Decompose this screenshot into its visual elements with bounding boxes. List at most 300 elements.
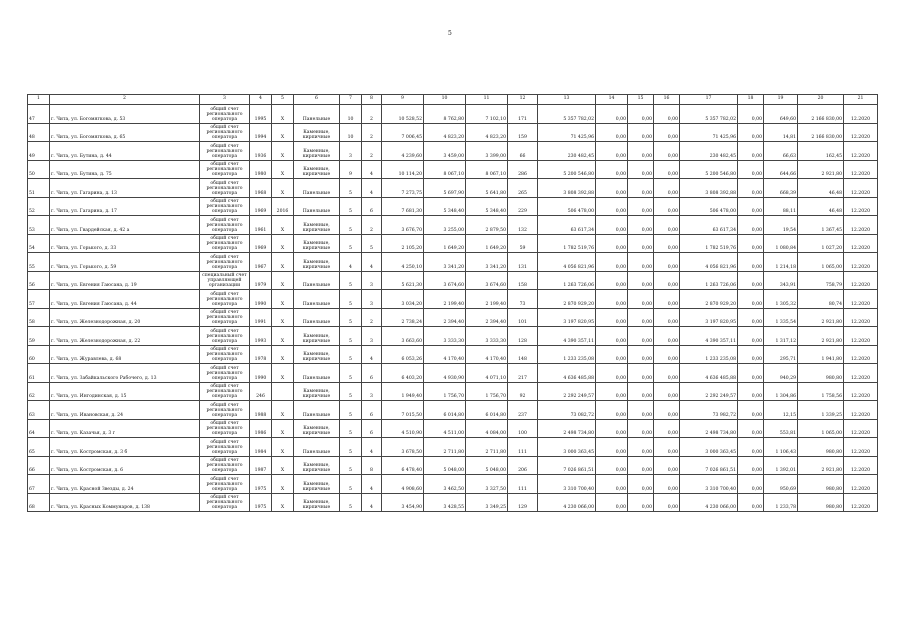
table-cell-col-8: 8 — [362, 456, 382, 475]
table-cell-col-10: 4 823,20 — [424, 123, 466, 142]
table-cell-col-16: 0,00 — [654, 456, 680, 475]
table-cell-col-15: 0,00 — [628, 253, 654, 272]
table-cell-col-18: 0,00 — [738, 493, 764, 512]
table-cell-col-9: 7 681,30 — [382, 197, 424, 216]
table-cell-col-10: 3 462,50 — [424, 475, 466, 494]
table-cell-col-17: 3 000 363,45 — [680, 438, 738, 457]
table-cell-col-13: 3 808 392,88 — [538, 179, 596, 198]
table-cell-col-16: 0,00 — [654, 419, 680, 438]
table-cell-col-14: 0,00 — [596, 475, 628, 494]
table-cell-col-6: Панельные — [294, 197, 340, 216]
table-cell-col-6: Каменные, кирпичные — [294, 456, 340, 475]
table-cell-col-4: 1969 — [250, 197, 272, 216]
column-number-9: 9 — [382, 95, 424, 105]
table-cell-col-21: 12.2020 — [844, 493, 878, 512]
table-cell-col-15: 0,00 — [628, 364, 654, 383]
table-cell-col-11: 3 333,30 — [466, 327, 508, 346]
table-cell-col-14: 0,00 — [596, 179, 628, 198]
table-cell-col-1: 59 — [28, 327, 50, 346]
table-row — [28, 438, 878, 457]
table-cell-col-11: 3 327,50 — [466, 475, 508, 494]
table-cell-col-13: 4 056 821,96 — [538, 253, 596, 272]
table-cell-col-9: 4 510,90 — [382, 419, 424, 438]
table-cell-col-9: 4 250,10 — [382, 253, 424, 272]
table-cell-col-20: 1 339,25 — [798, 401, 844, 420]
column-number-1: 1 — [28, 95, 50, 105]
table-cell-col-2: г. Чита, ул. Бутина, д. 75 — [50, 160, 200, 179]
table-cell-col-21: 12.2020 — [844, 345, 878, 364]
table-cell-col-11: 4 823,20 — [466, 123, 508, 142]
table-cell-col-12: 59 — [508, 234, 538, 253]
table-cell-col-13: 1 233 235,08 — [538, 345, 596, 364]
table-cell-col-3: общий счет регионального оператора — [200, 345, 250, 364]
table-cell-col-13: 5 357 782,02 — [538, 105, 596, 124]
table-cell-col-20: 46,48 — [798, 179, 844, 198]
table-cell-col-1: 52 — [28, 197, 50, 216]
table-cell-col-13: 3 197 820,95 — [538, 308, 596, 327]
table-cell-col-11: 5 348,40 — [466, 197, 508, 216]
table-cell-col-3: общий счет регионального оператора — [200, 419, 250, 438]
table-cell-col-12: 73 — [508, 290, 538, 309]
table-cell-col-12: 131 — [508, 253, 538, 272]
table-cell-col-18: 0,00 — [738, 160, 764, 179]
table-cell-col-14: 0,00 — [596, 364, 628, 383]
table-cell-col-14: 0,00 — [596, 345, 628, 364]
table-cell-col-17: 1 233 235,08 — [680, 345, 738, 364]
table-cell-col-5 — [272, 382, 294, 401]
table-cell-col-18: 0,00 — [738, 345, 764, 364]
page-number: 5 — [448, 30, 452, 37]
table-cell-col-10: 5 697,90 — [424, 179, 466, 198]
table-cell-col-2: г. Чита, ул. Ингодинская, д. 15 — [50, 382, 200, 401]
table-cell-col-18: 0,00 — [738, 419, 764, 438]
table-cell-col-15: 0,00 — [628, 123, 654, 142]
table-cell-col-15: 0,00 — [628, 345, 654, 364]
table-cell-col-19: 12,15 — [764, 401, 798, 420]
table-cell-col-17: 4 390 357,11 — [680, 327, 738, 346]
table-cell-col-20: 1 758,56 — [798, 382, 844, 401]
table-cell-col-11: 7 102,10 — [466, 105, 508, 124]
table-cell-col-5: Х — [272, 475, 294, 494]
table-row — [28, 197, 878, 216]
table-cell-col-10: 2 199,40 — [424, 290, 466, 309]
column-number-6: 6 — [294, 95, 340, 105]
table-cell-col-14: 0,00 — [596, 382, 628, 401]
table-cell-col-14: 0,00 — [596, 160, 628, 179]
table-cell-col-6: Панельные — [294, 364, 340, 383]
table-cell-col-7: 5 — [340, 271, 362, 290]
table-row — [28, 271, 878, 290]
table-cell-col-18: 0,00 — [738, 105, 764, 124]
table-row — [28, 179, 878, 198]
table-cell-col-19: 1 392,01 — [764, 456, 798, 475]
table-cell-col-19: 553,81 — [764, 419, 798, 438]
table-cell-col-9: 7 273,75 — [382, 179, 424, 198]
table-cell-col-11: 6 014,80 — [466, 401, 508, 420]
table-cell-col-20: 80,74 — [798, 290, 844, 309]
column-number-13: 13 — [538, 95, 596, 105]
table-cell-col-21: 12.2020 — [844, 475, 878, 494]
table-cell-col-14: 0,00 — [596, 438, 628, 457]
table-row — [28, 253, 878, 272]
table-cell-col-10: 3 255,00 — [424, 216, 466, 235]
table-cell-col-3: общий счет регионального оператора — [200, 308, 250, 327]
table-cell-col-1: 55 — [28, 253, 50, 272]
table-cell-col-6: Каменные, кирпичные — [294, 475, 340, 494]
table-cell-col-6: Панельные — [294, 438, 340, 457]
table-cell-col-13: 63 617,34 — [538, 216, 596, 235]
table-cell-col-15: 0,00 — [628, 401, 654, 420]
table-cell-col-15: 0,00 — [628, 327, 654, 346]
table-cell-col-11: 3 674,60 — [466, 271, 508, 290]
table-cell-col-19: 1 305,32 — [764, 290, 798, 309]
table-cell-col-16: 0,00 — [654, 290, 680, 309]
table-cell-col-7: 3 — [340, 142, 362, 161]
column-number-3: 3 — [200, 95, 250, 105]
table-cell-col-2: г. Чита, ул. Гагарина, д. 17 — [50, 197, 200, 216]
table-cell-col-9: 4 908,60 — [382, 475, 424, 494]
table-cell-col-2: г. Чита, ул. Бутина, д. 44 — [50, 142, 200, 161]
table-cell-col-5: Х — [272, 419, 294, 438]
table-cell-col-18: 0,00 — [738, 364, 764, 383]
table-cell-col-10: 8 762,80 — [424, 105, 466, 124]
table-cell-col-2: г. Чита, ул. Гвардейская, д. 42 а — [50, 216, 200, 235]
table-cell-col-18: 0,00 — [738, 234, 764, 253]
table-cell-col-9: 3 663,60 — [382, 327, 424, 346]
table-cell-col-6: Каменные, кирпичные — [294, 382, 340, 401]
table-cell-col-19: 1 106,43 — [764, 438, 798, 457]
table-cell-col-2: г. Чита, ул. Красных Коммунаров, д. 138 — [50, 493, 200, 512]
table-cell-col-4: 1995 — [250, 105, 272, 124]
table-cell-col-3: общий счет регионального оператора — [200, 493, 250, 512]
table-cell-col-10: 4 511,00 — [424, 419, 466, 438]
table-cell-col-6: Панельные — [294, 105, 340, 124]
table-cell-col-10: 4 170,40 — [424, 345, 466, 364]
table-cell-col-16: 0,00 — [654, 160, 680, 179]
table-cell-col-21: 12.2020 — [844, 160, 878, 179]
table-cell-col-21: 12.2020 — [844, 253, 878, 272]
table-cell-col-3: общий счет регионального оператора — [200, 438, 250, 457]
table-row — [28, 364, 878, 383]
table-cell-col-20: 1 367,45 — [798, 216, 844, 235]
table-cell-col-20: 1 065,00 — [798, 253, 844, 272]
table-cell-col-19: 343,91 — [764, 271, 798, 290]
table-cell-col-16: 0,00 — [654, 493, 680, 512]
table-cell-col-7: 5 — [340, 493, 362, 512]
table-cell-col-17: 2 292 249,57 — [680, 382, 738, 401]
table-cell-col-3: общий счет регионального оператора — [200, 197, 250, 216]
table-cell-col-8: 3 — [362, 290, 382, 309]
table-cell-col-14: 0,00 — [596, 401, 628, 420]
table-cell-col-7: 5 — [340, 234, 362, 253]
table-cell-col-16: 0,00 — [654, 105, 680, 124]
table-cell-col-11: 4 071,10 — [466, 364, 508, 383]
table-cell-col-5: Х — [272, 253, 294, 272]
table-cell-col-2: г. Чита, ул. Журавлева, д. 68 — [50, 345, 200, 364]
table-cell-col-20: 2 921,80 — [798, 456, 844, 475]
column-number-7: 7 — [340, 95, 362, 105]
table-cell-col-4: 1975 — [250, 475, 272, 494]
table-cell-col-8: 3 — [362, 382, 382, 401]
table-cell-col-17: 3 310 700,40 — [680, 475, 738, 494]
table-cell-col-13: 4 636 485,88 — [538, 364, 596, 383]
table-cell-col-7: 9 — [340, 160, 362, 179]
table-row — [28, 345, 878, 364]
table-cell-col-6: Каменные, кирпичные — [294, 216, 340, 235]
table-cell-col-4: 1979 — [250, 271, 272, 290]
table-cell-col-9: 2 738,24 — [382, 308, 424, 327]
housing-repair-table — [27, 94, 878, 512]
table-cell-col-8: 2 — [362, 123, 382, 142]
table-cell-col-19: 14,81 — [764, 123, 798, 142]
table-cell-col-5: Х — [272, 179, 294, 198]
table-cell-col-16: 0,00 — [654, 179, 680, 198]
table-cell-col-5: Х — [272, 438, 294, 457]
table-cell-col-10: 3 428,55 — [424, 493, 466, 512]
table-cell-col-13: 7 026 861,51 — [538, 456, 596, 475]
table-row — [28, 123, 878, 142]
table-cell-col-20: 2 921,80 — [798, 327, 844, 346]
table-cell-col-1: 50 — [28, 160, 50, 179]
table-cell-col-16: 0,00 — [654, 401, 680, 420]
table-cell-col-17: 506 478,00 — [680, 197, 738, 216]
table-cell-col-6: Каменные, кирпичные — [294, 234, 340, 253]
table-row — [28, 160, 878, 179]
table-row — [28, 493, 878, 512]
table-cell-col-14: 0,00 — [596, 253, 628, 272]
table-cell-col-3: общий счет регионального оператора — [200, 364, 250, 383]
table-cell-col-7: 5 — [340, 382, 362, 401]
table-cell-col-12: 111 — [508, 438, 538, 457]
table-cell-col-15: 0,00 — [628, 216, 654, 235]
table-cell-col-11: 1 756,70 — [466, 382, 508, 401]
table-cell-col-3: общий счет регионального оператора — [200, 475, 250, 494]
table-cell-col-9: 3 454,90 — [382, 493, 424, 512]
table-cell-col-21: 12.2020 — [844, 197, 878, 216]
table-cell-col-14: 0,00 — [596, 419, 628, 438]
table-cell-col-8: 6 — [362, 364, 382, 383]
table-cell-col-18: 0,00 — [738, 475, 764, 494]
table-cell-col-4: 1994 — [250, 123, 272, 142]
table-cell-col-9: 6 053,26 — [382, 345, 424, 364]
table-cell-col-19: 1 335,54 — [764, 308, 798, 327]
table-cell-col-13: 4 390 357,11 — [538, 327, 596, 346]
table-cell-col-21: 12.2020 — [844, 290, 878, 309]
table-cell-col-2: г. Чита, ул. Ивановская, д. 24 — [50, 401, 200, 420]
table-cell-col-10: 1 756,70 — [424, 382, 466, 401]
table-cell-col-10: 2 711,80 — [424, 438, 466, 457]
table-cell-col-12: 286 — [508, 160, 538, 179]
table-cell-col-11: 2 711,80 — [466, 438, 508, 457]
table-cell-col-11: 2 394,40 — [466, 308, 508, 327]
table-cell-col-18: 0,00 — [738, 327, 764, 346]
table-cell-col-12: 128 — [508, 327, 538, 346]
table-cell-col-19: 1 317,12 — [764, 327, 798, 346]
table-cell-col-8: 2 — [362, 216, 382, 235]
table-cell-col-17: 4 056 821,96 — [680, 253, 738, 272]
table-cell-col-18: 0,00 — [738, 179, 764, 198]
table-cell-col-5: Х — [272, 142, 294, 161]
column-number-20: 20 — [798, 95, 844, 105]
table-cell-col-8: 3 — [362, 327, 382, 346]
table-cell-col-16: 0,00 — [654, 308, 680, 327]
table-cell-col-4: 1993 — [250, 327, 272, 346]
table-cell-col-19: 1 233,78 — [764, 493, 798, 512]
table-cell-col-10: 2 394,40 — [424, 308, 466, 327]
table-cell-col-15: 0,00 — [628, 493, 654, 512]
table-cell-col-6: Каменные, кирпичные — [294, 142, 340, 161]
table-cell-col-4: 1936 — [250, 142, 272, 161]
table-cell-col-8: 6 — [362, 401, 382, 420]
table-cell-col-20: 980,80 — [798, 438, 844, 457]
table-cell-col-18: 0,00 — [738, 197, 764, 216]
table-cell-col-5: Х — [272, 271, 294, 290]
table-cell-col-14: 0,00 — [596, 123, 628, 142]
table-cell-col-7: 5 — [340, 179, 362, 198]
column-number-11: 11 — [466, 95, 508, 105]
table-cell-col-19: 1 080,84 — [764, 234, 798, 253]
table-cell-col-11: 5 641,80 — [466, 179, 508, 198]
table-cell-col-7: 10 — [340, 123, 362, 142]
table-cell-col-17: 63 617,34 — [680, 216, 738, 235]
table-cell-col-4: 1986 — [250, 419, 272, 438]
table-cell-col-8: 2 — [362, 142, 382, 161]
table-cell-col-14: 0,00 — [596, 308, 628, 327]
table-cell-col-19: 950,69 — [764, 475, 798, 494]
table-cell-col-9: 6 403,20 — [382, 364, 424, 383]
table-cell-col-12: 206 — [508, 456, 538, 475]
table-cell-col-12: 158 — [508, 271, 538, 290]
table-cell-col-11: 5 048,00 — [466, 456, 508, 475]
table-row — [28, 419, 878, 438]
table-cell-col-2: г. Чита, ул. Костромская, д. 3 б — [50, 438, 200, 457]
table-cell-col-8: 2 — [362, 308, 382, 327]
table-cell-col-15: 0,00 — [628, 456, 654, 475]
table-cell-col-18: 0,00 — [738, 456, 764, 475]
table-cell-col-20: 2 921,80 — [798, 308, 844, 327]
table-cell-col-21: 12.2020 — [844, 382, 878, 401]
table-cell-col-9: 10 528,52 — [382, 105, 424, 124]
table-cell-col-1: 58 — [28, 308, 50, 327]
table-cell-col-12: 111 — [508, 475, 538, 494]
table-cell-col-1: 63 — [28, 401, 50, 420]
table-cell-col-10: 3 459,00 — [424, 142, 466, 161]
table-cell-col-17: 3 808 392,88 — [680, 179, 738, 198]
table-row — [28, 456, 878, 475]
table-cell-col-19: 668,39 — [764, 179, 798, 198]
table-row — [28, 382, 878, 401]
table-cell-col-15: 0,00 — [628, 179, 654, 198]
table-cell-col-17: 7 026 861,51 — [680, 456, 738, 475]
table-cell-col-4: 1975 — [250, 493, 272, 512]
table-cell-col-17: 230 482,45 — [680, 142, 738, 161]
table-cell-col-5: Х — [272, 364, 294, 383]
table-cell-col-6: Панельные — [294, 290, 340, 309]
table-cell-col-3: общий счет регионального оператора — [200, 456, 250, 475]
table-cell-col-2: г. Чита, ул. Евгения Гаюсана, д. 44 — [50, 290, 200, 309]
table-cell-col-7: 5 — [340, 197, 362, 216]
table-cell-col-11: 3 399,00 — [466, 142, 508, 161]
table-cell-col-16: 0,00 — [654, 271, 680, 290]
table-cell-col-17: 5 200 546,80 — [680, 160, 738, 179]
table-cell-col-15: 0,00 — [628, 160, 654, 179]
table-cell-col-9: 4 239,60 — [382, 142, 424, 161]
table-cell-col-13: 2 498 734,80 — [538, 419, 596, 438]
table-cell-col-7: 5 — [340, 345, 362, 364]
table-cell-col-15: 0,00 — [628, 105, 654, 124]
table-cell-col-13: 1 263 726,06 — [538, 271, 596, 290]
table-cell-col-5: Х — [272, 290, 294, 309]
table-cell-col-2: г. Чита, ул. Горького, д. 33 — [50, 234, 200, 253]
table-cell-col-14: 0,00 — [596, 234, 628, 253]
table-cell-col-8: 4 — [362, 179, 382, 198]
table-cell-col-16: 0,00 — [654, 438, 680, 457]
table-cell-col-6: Каменные, кирпичные — [294, 419, 340, 438]
table-cell-col-13: 4 230 066,00 — [538, 493, 596, 512]
table-cell-col-10: 6 014,80 — [424, 401, 466, 420]
table-cell-col-4: 1990 — [250, 364, 272, 383]
table-cell-col-12: 171 — [508, 105, 538, 124]
table-cell-col-15: 0,00 — [628, 234, 654, 253]
column-number-10: 10 — [424, 95, 466, 105]
table-cell-col-4: 1968 — [250, 179, 272, 198]
table-cell-col-14: 0,00 — [596, 290, 628, 309]
table-cell-col-11: 4 084,00 — [466, 419, 508, 438]
table-cell-col-2: г. Чита, ул. Железнодорожная, д. 20 — [50, 308, 200, 327]
table-cell-col-14: 0,00 — [596, 493, 628, 512]
table-cell-col-6: Панельные — [294, 271, 340, 290]
table-cell-col-2: г. Чита, ул. Евгения Гаюсана, д. 19 — [50, 271, 200, 290]
table-cell-col-15: 0,00 — [628, 290, 654, 309]
table-cell-col-11: 8 067,10 — [466, 160, 508, 179]
table-cell-col-9: 1 949,40 — [382, 382, 424, 401]
table-cell-col-17: 2 870 929,20 — [680, 290, 738, 309]
table-cell-col-8: 4 — [362, 438, 382, 457]
table-cell-col-15: 0,00 — [628, 308, 654, 327]
column-number-18: 18 — [738, 95, 764, 105]
table-cell-col-1: 57 — [28, 290, 50, 309]
table-cell-col-20: 980,80 — [798, 364, 844, 383]
table-cell-col-12: 100 — [508, 419, 538, 438]
table-cell-col-1: 53 — [28, 216, 50, 235]
table-cell-col-1: 65 — [28, 438, 50, 457]
table-cell-col-4: 246 — [250, 382, 272, 401]
table-cell-col-20: 1 941,80 — [798, 345, 844, 364]
table-cell-col-20: 980,80 — [798, 493, 844, 512]
table-cell-col-15: 0,00 — [628, 382, 654, 401]
table-cell-col-20: 2 166 830,00 — [798, 105, 844, 124]
table-cell-col-18: 0,00 — [738, 123, 764, 142]
table-cell-col-16: 0,00 — [654, 253, 680, 272]
table-cell-col-5: Х — [272, 401, 294, 420]
table-cell-col-3: общий счет регионального оператора — [200, 253, 250, 272]
table-cell-col-4: 1969 — [250, 234, 272, 253]
table-cell-col-6: Каменные, кирпичные — [294, 160, 340, 179]
table-cell-col-4: 1961 — [250, 216, 272, 235]
table-cell-col-8: 4 — [362, 475, 382, 494]
table-cell-col-10: 1 649,20 — [424, 234, 466, 253]
table-cell-col-9: 5 621,30 — [382, 271, 424, 290]
table-cell-col-10: 8 067,10 — [424, 160, 466, 179]
table-cell-col-21: 12.2020 — [844, 419, 878, 438]
table-cell-col-1: 60 — [28, 345, 50, 364]
table-cell-col-12: 66 — [508, 142, 538, 161]
column-number-15: 15 — [628, 95, 654, 105]
table-cell-col-5: Х — [272, 160, 294, 179]
table-cell-col-19: 940,29 — [764, 364, 798, 383]
table-row — [28, 234, 878, 253]
table-cell-col-12: 159 — [508, 123, 538, 142]
